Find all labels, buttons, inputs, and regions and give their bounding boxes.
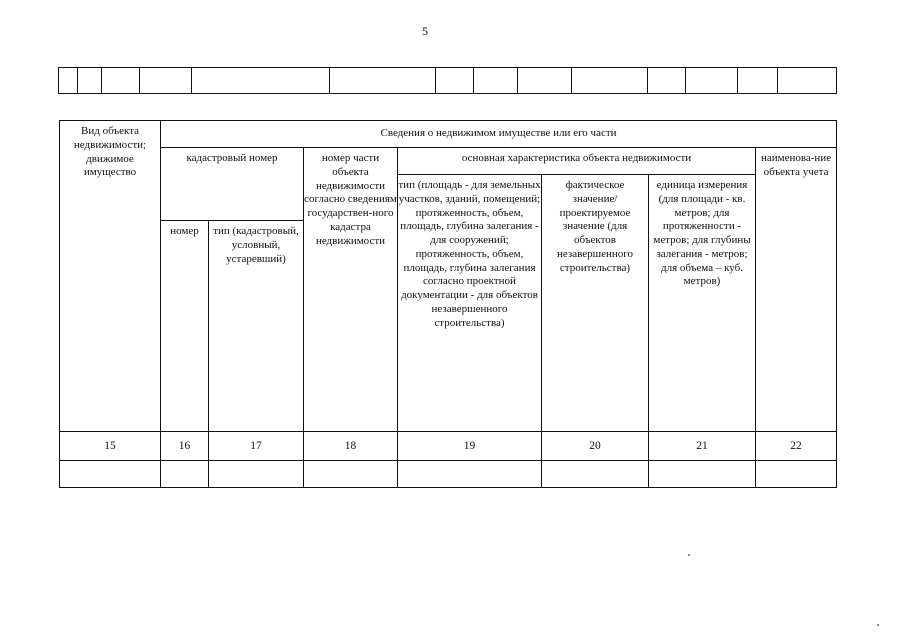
- data-cell: [209, 461, 304, 488]
- data-cell: [649, 461, 756, 488]
- column-number: 18: [304, 432, 398, 461]
- strip-cell: [78, 68, 102, 94]
- data-cell: [542, 461, 649, 488]
- header-nomer-chasti: номер части объекта недвижимости согласно сведениям государствен-ного кадастра недвижимости: [304, 148, 398, 432]
- header-svedeniya: Сведения о недвижимом имуществе или его части: [161, 121, 837, 148]
- header-naimenovanie: наименова-ние объекта учета: [756, 148, 837, 432]
- header-fakticheskoe: фактическое значение/ проектируемое значение (для объектов незавершенного строительства): [542, 175, 649, 432]
- header-tip: тип (кадастровый, условный, устаревший): [209, 221, 304, 432]
- strip-cell: [59, 68, 78, 94]
- column-number: 15: [60, 432, 161, 461]
- strip-cell: [102, 68, 140, 94]
- strip-row: [59, 68, 837, 94]
- header-kadastr-nomer: кадастровый номер: [161, 148, 304, 221]
- column-number: 20: [542, 432, 649, 461]
- previous-table-strip: [58, 67, 837, 94]
- column-number-row: [60, 432, 837, 461]
- strip-cell: [474, 68, 518, 94]
- header-row-2: [60, 148, 837, 175]
- strip-cell: [686, 68, 738, 94]
- header-osn-harakteristika: основная характеристика объекта недвижимости: [398, 148, 756, 175]
- strip-cell: [738, 68, 778, 94]
- strip-cell: [330, 68, 436, 94]
- column-number: 19: [398, 432, 542, 461]
- strip-cell: [518, 68, 572, 94]
- scan-speck: [877, 624, 879, 626]
- data-cell: [60, 461, 161, 488]
- page-number: 5: [422, 24, 428, 38]
- scan-speck: [688, 554, 690, 556]
- header-tip-ploshad: тип (площадь - для земельных участков, зданий, помещений; протяженность, объем, площадь, глубина залегания - для сооружений; протяженность, объем, площадь, глубина залегания согласно проектной документации - для объектов незавершенного строительства): [398, 175, 542, 432]
- data-cell: [398, 461, 542, 488]
- strip-cell: [192, 68, 330, 94]
- column-number: 21: [649, 432, 756, 461]
- data-cell: [756, 461, 837, 488]
- header-row-1: [60, 121, 837, 148]
- header-edinica: единица измерения (для площади - кв. метров; для протяженности - метров; для глубины залегания - метров; для объема – куб. метров): [649, 175, 756, 432]
- data-cell: [161, 461, 209, 488]
- header-vid-obekta: Вид объекта недвижимости; движимое имущество: [60, 121, 161, 432]
- column-number: 22: [756, 432, 837, 461]
- strip-cell: [572, 68, 648, 94]
- strip-cell: [436, 68, 474, 94]
- data-cell: [304, 461, 398, 488]
- strip-cell: [648, 68, 686, 94]
- column-number: 17: [209, 432, 304, 461]
- property-info-table: [59, 120, 837, 488]
- header-nomer: номер: [161, 221, 209, 432]
- column-number: 16: [161, 432, 209, 461]
- strip-cell: [778, 68, 837, 94]
- strip-cell: [140, 68, 192, 94]
- data-row-empty: [60, 461, 837, 488]
